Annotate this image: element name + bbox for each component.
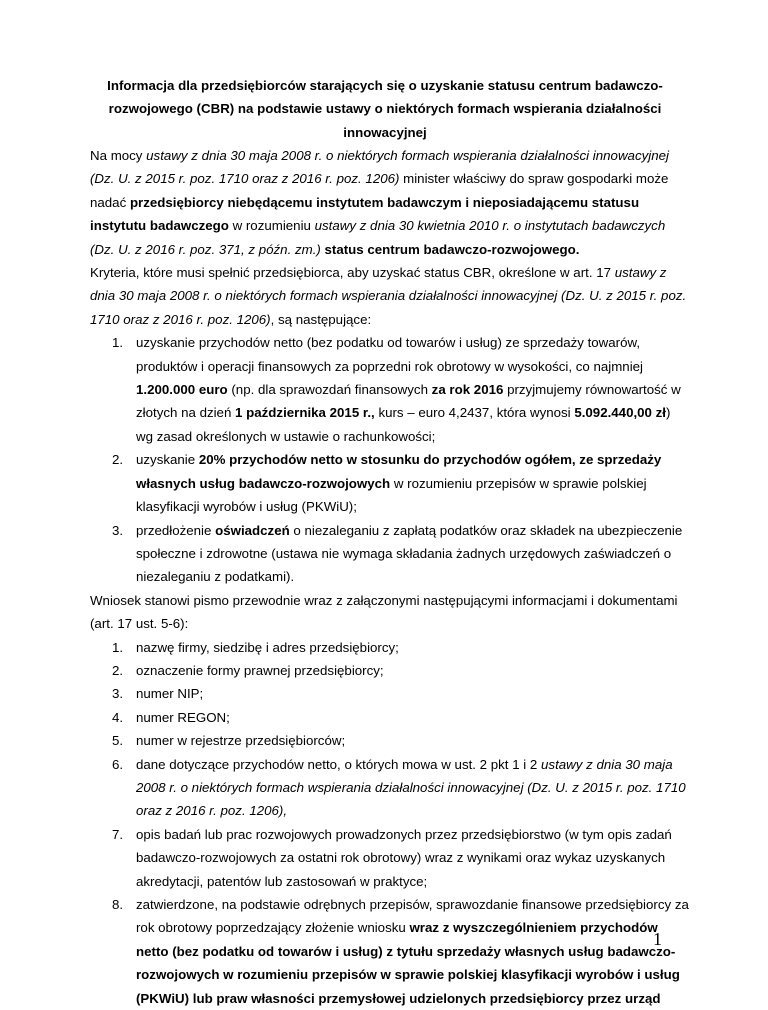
- documents-item: 8. zatwierdzone, na podstawie odrębnych przepisów, sprawozdanie finansowe przedsiębiorcy za rok obrotowy poprzedzający złożenie wniosku wraz z wyszczególnieniem przychodów netto (bez podatku od towarów i usług) z tytułu sprzedaży własnych usług badawczo-rozwojowych w rozumieniu przepisów w sprawie polskiej klasyfikacji wyrobów i usług (PKWiU) lub praw własności przemysłowej udzielonych przedsiębiorcy przez urząd: [112, 897, 689, 1006]
- criteria-list: [90, 331, 690, 588]
- document-body: [90, 144, 690, 1010]
- documents-item: 5. numer w rejestrze przedsiębiorców;: [112, 733, 346, 749]
- documents-item: 3. numer NIP;: [112, 686, 204, 702]
- documents-item: 2. oznaczenie formy prawnej przedsiębiorcy;: [112, 662, 384, 678]
- documents-item: 1. nazwę firmy, siedzibę i adres przedsiębiorcy;: [112, 639, 399, 655]
- intro-paragraph: Na mocy ustawy z dnia 30 maja 2008 r. o niektórych formach wspierania działalności innowacyjnej (Dz. U. z 2015 r. poz. 1710 oraz z 2016 r. poz. 1206) minister właściwy do spraw gospodarki może nadać przedsiębiorcy niebędącemu instytutem badawczym i nieposiadającemu statusu instytutu badawczego w rozumieniu ustawy z dnia 30 kwietnia 2010 r. o instytutach badawczych (Dz. U. z 2016 r. poz. 371, z późn. zm.) status centrum badawczo-rozwojowego.: [90, 148, 669, 257]
- documents-item: 7. opis badań lub prac rozwojowych prowadzonych przez przedsiębiorstwo (w tym opis zadań badawczo-rozwojowych za ostatni rok obrotowy) wraz z wynikami oraz wykaz uzyskanych akredytacji, patentów lub zastosowań w praktyce;: [112, 826, 672, 889]
- criteria-item: 2. uzyskanie 20% przychodów netto w stosunku do przychodów ogółem, ze sprzedaży własnych usług badawczo-rozwojowych w rozumieniu przepisów w sprawie polskiej klasyfikacji wyrobów i usług (PKWiU);: [112, 452, 662, 515]
- criteria-intro-paragraph: Kryteria, które musi spełnić przedsiębiorca, aby uzyskać status CBR, określone w art. 17 ustawy z dnia 30 maja 2008 r. o niektórych formach wspierania działalności innowacyjnej (Dz. U. z 2015 r. poz. 1710 oraz z 2016 r. poz. 1206), są następujące:: [90, 265, 687, 327]
- documents-item: 4. numer REGON;: [112, 709, 230, 725]
- page-number: 1: [653, 929, 662, 949]
- criteria-item: 3. przedłożenie oświadczeń o niezaleganiu z zapłatą podatków oraz składek na ubezpieczenie społeczne i zdrowotne (ustawa nie wymaga składania żadnych urzędowych zaświadczeń o niezaleganiu z podatkami).: [112, 522, 683, 585]
- application-intro-paragraph: Wniosek stanowi pismo przewodnie wraz z załączonymi następującymi informacjami i dokumentami (art. 17 ust. 5-6):: [90, 592, 678, 632]
- documents-item: 6. dane dotyczące przychodów netto, o których mowa w ust. 2 pkt 1 i 2 ustawy z dnia 30 maja 2008 r. o niektórych formach wspierania działalności innowacyjnej (Dz. U. z 2015 r. poz. 1710 oraz z 2016 r. poz. 1206),: [112, 756, 686, 819]
- criteria-item: 1. uzyskanie przychodów netto (bez podatku od towarów i usług) ze sprzedaży towarów, produktów i operacji finansowych za poprzedni rok obrotowy w wysokości, co najmniej 1.200.000 euro (np. dla sprawozdań finansowych za rok 2016 przyjmujemy równowartość w złotych na dzień 1 października 2015 r., kurs – euro 4,2437, która wynosi 5.092.440,00 zł) wg zasad określonych w ustawie o rachunkowości;: [112, 335, 681, 444]
- documents-list: [90, 636, 690, 1010]
- document-title: Informacja dla przedsiębiorców starających się o uzyskanie statusu centrum badawczo-rozwojowego (CBR) na podstawie ustawy o niektórych formach wspierania działalności innowacyjnej: [107, 78, 663, 140]
